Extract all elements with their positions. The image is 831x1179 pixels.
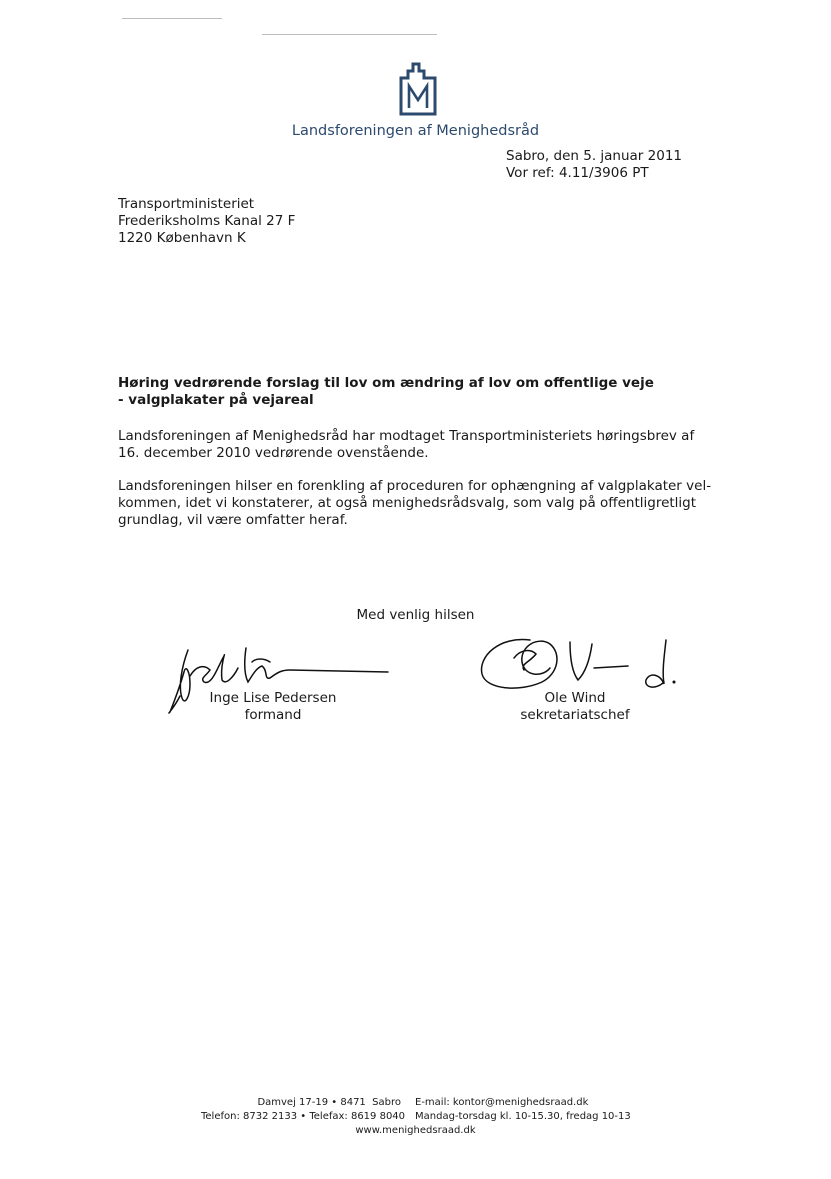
footer-phone: Telefon: 8732 2133 • Telefax: 8619 8040 <box>201 1111 406 1122</box>
date-reference-block <box>506 148 682 182</box>
footer-website: www.menighedsraad.dk <box>355 1125 476 1136</box>
footer-row-2 <box>0 1110 831 1124</box>
recipient-address <box>118 196 295 247</box>
scan-mark-left <box>122 18 222 19</box>
scan-mark-center <box>262 34 437 35</box>
signatory-name: Ole Wind <box>544 690 606 706</box>
recipient-street: Frederiksholms Kanal 27 F <box>118 213 296 229</box>
footer-address: Damvej 17-19 • 8471 Sabro <box>257 1097 401 1108</box>
closing-greeting: Med venlig hilsen <box>356 607 475 623</box>
recipient-name: Transportministeriet <box>118 196 255 212</box>
subject-line-1: Høring vedrørende forslag til lov om ændring af lov om offentlige veje <box>118 375 654 391</box>
reference-line: Vor ref: 4.11/3906 PT <box>506 165 649 181</box>
paragraph-line: Landsforeningen hilser en forenkling af proceduren for ophængning af valgplakater vel- <box>118 478 712 494</box>
footer-hours: Mandag-torsdag kl. 10-15.30, fredag 10-13 <box>415 1111 631 1122</box>
subject-line-2: - valgplakater på vejareal <box>118 392 314 408</box>
subject-heading <box>118 375 738 409</box>
signatory-name: Inge Lise Pedersen <box>209 690 337 706</box>
footer-email: E-mail: kontor@menighedsraad.dk <box>415 1097 589 1108</box>
recipient-city: 1220 København K <box>118 230 246 246</box>
signatory-title: formand <box>244 707 302 723</box>
body-paragraph-2 <box>118 478 728 529</box>
letter-footer <box>0 1096 831 1138</box>
signatory-title: sekretariatschef <box>520 707 630 723</box>
date-line: Sabro, den 5. januar 2011 <box>506 148 683 164</box>
signatory-1 <box>188 690 358 724</box>
paragraph-line: 16. december 2010 vedrørende ovenstående. <box>118 445 429 461</box>
body-paragraph-1 <box>118 428 728 462</box>
organization-name: Landsforeningen af Menighedsråd <box>291 123 540 139</box>
paragraph-line: grundlag, vil være omfatter heraf. <box>118 512 348 528</box>
paragraph-line: Landsforeningen af Menighedsråd har modtaget Transportministeriets høringsbrev af <box>118 428 695 444</box>
menighedsraad-logo-icon <box>398 58 438 116</box>
footer-row-3 <box>0 1124 831 1138</box>
footer-row-1 <box>0 1096 831 1110</box>
paragraph-line: kommen, idet vi konstaterer, at også menighedsrådsvalg, som valg på offentligretligt <box>118 495 697 511</box>
signatory-2 <box>490 690 660 724</box>
